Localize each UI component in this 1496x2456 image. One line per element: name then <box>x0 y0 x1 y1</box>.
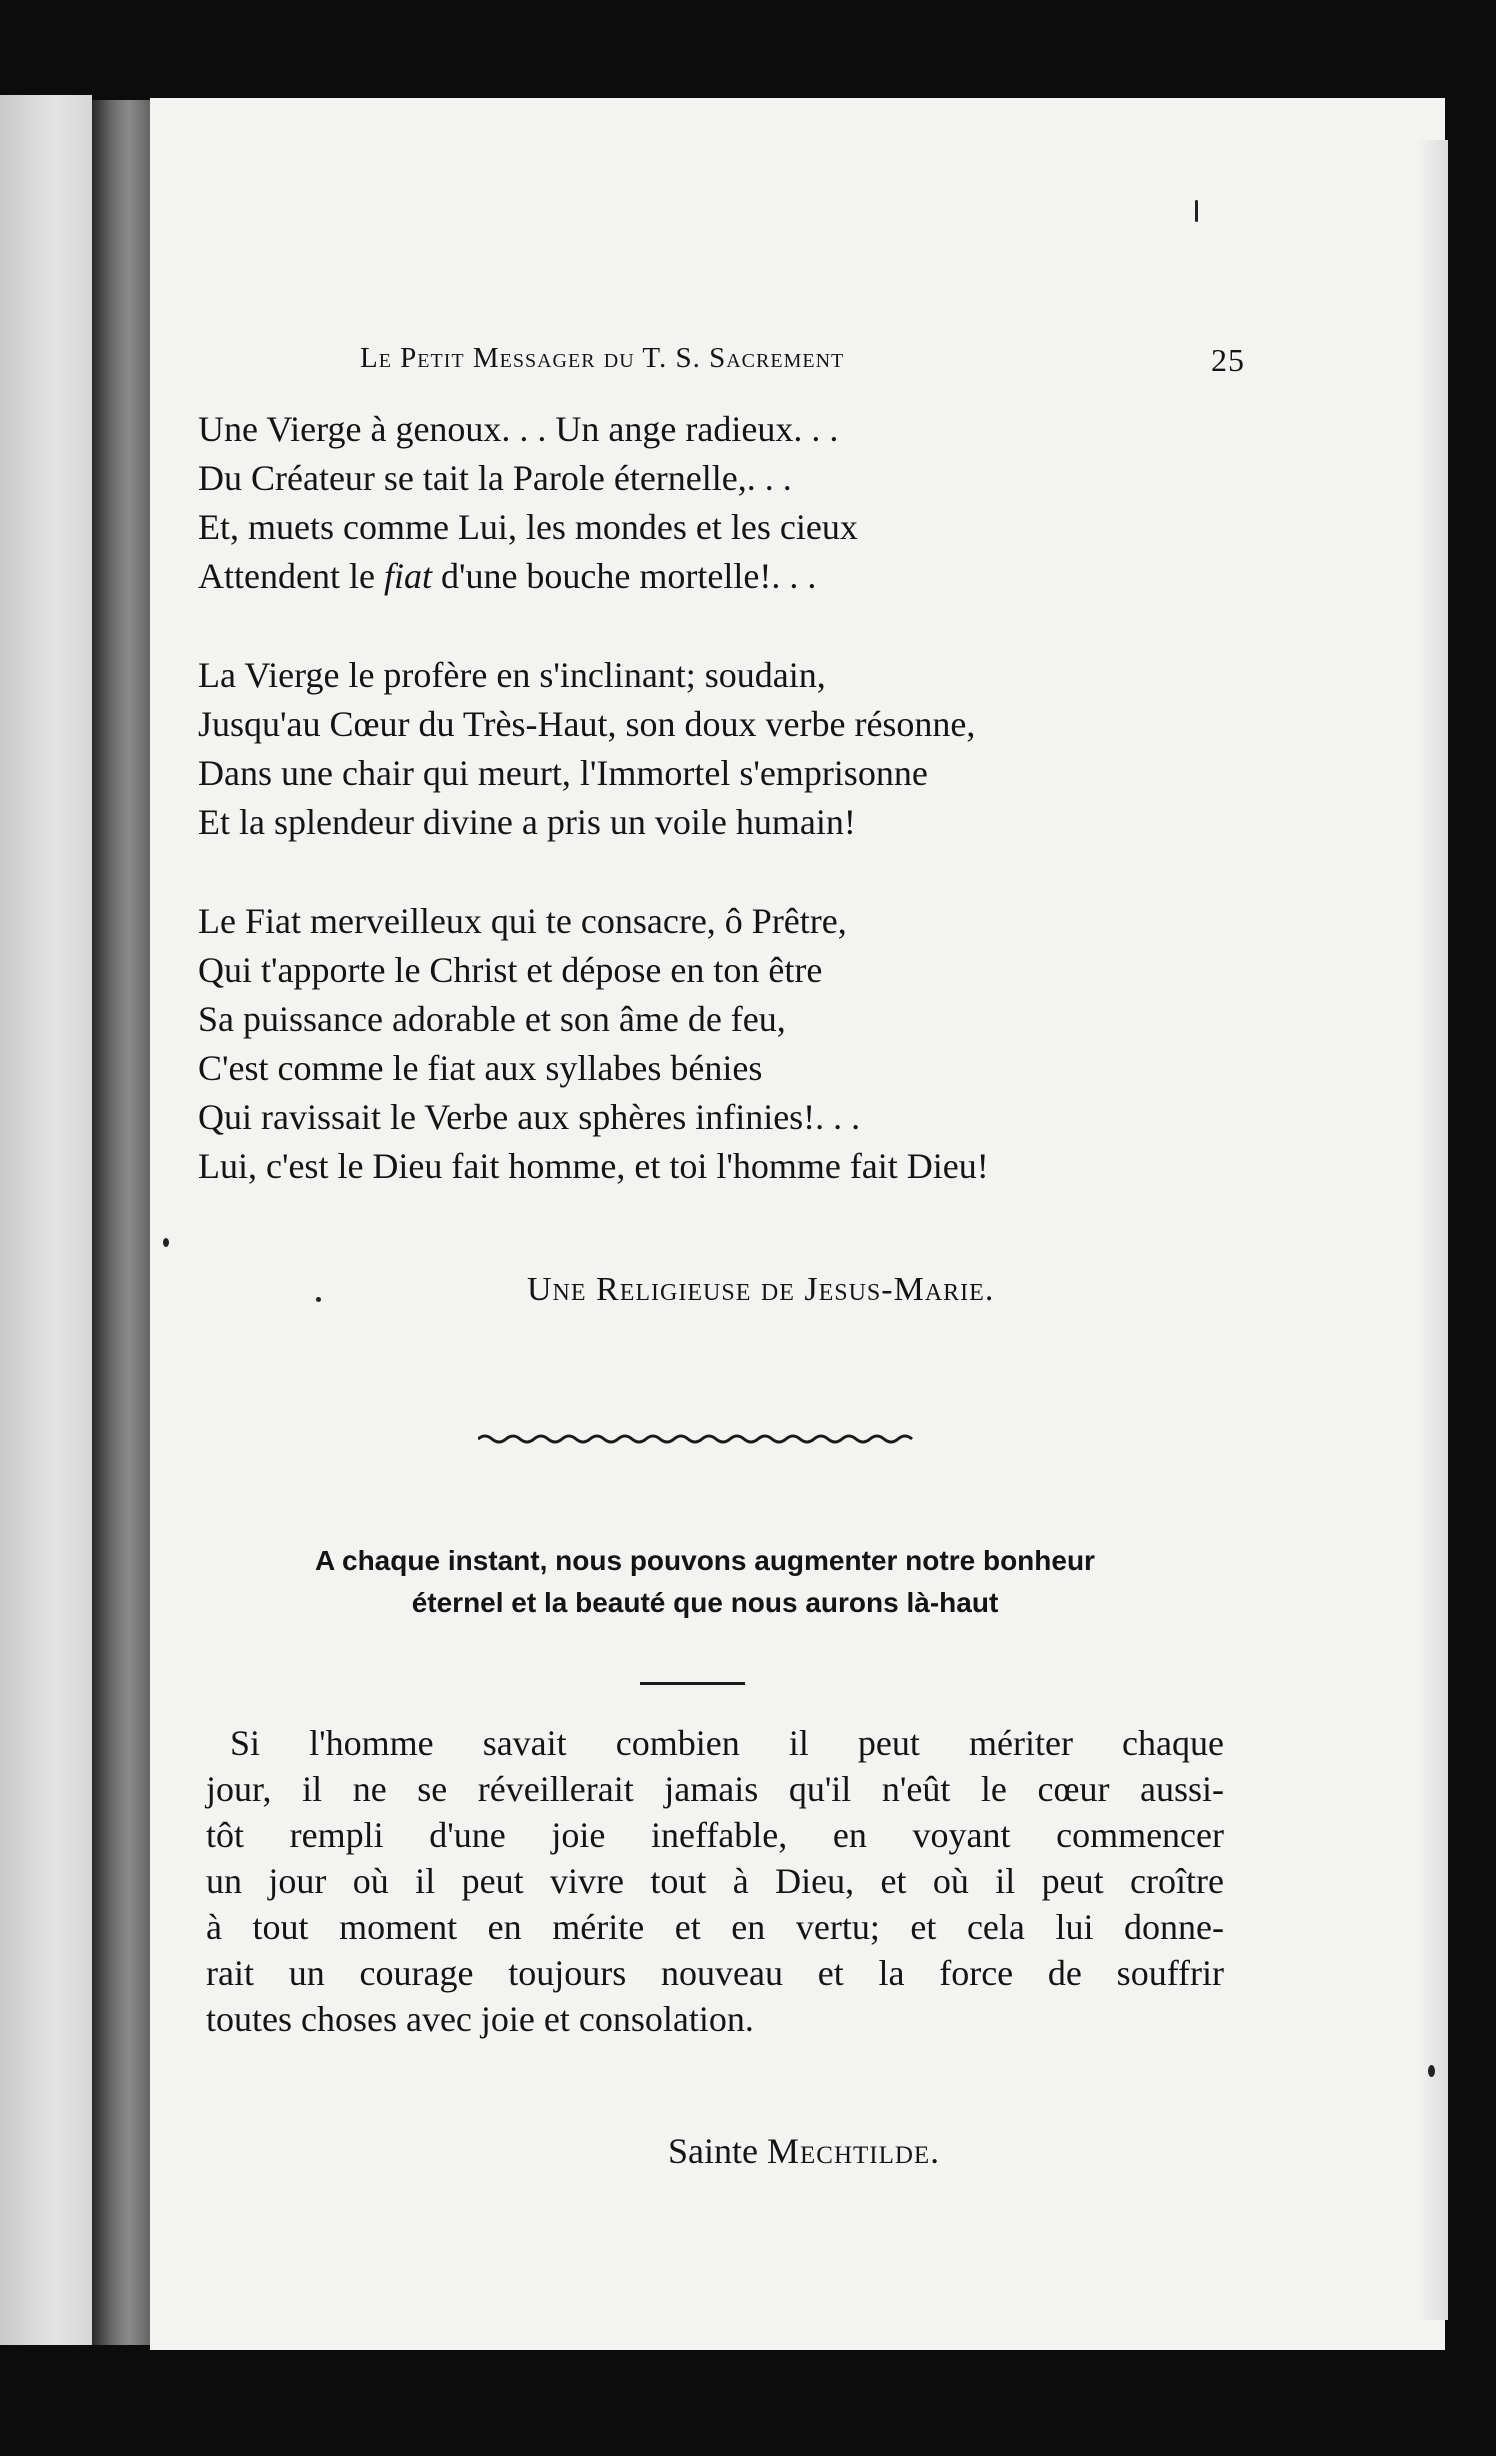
body-line: à tout moment en mérite et en vertu; et cela lui donne- <box>206 1907 1224 1947</box>
book-gutter-shadow <box>92 100 154 2345</box>
stanza-3 <box>198 897 1318 1191</box>
body-line: Si l'homme savait combien il peut mériter chaque <box>230 1723 1224 1763</box>
dust-speck <box>163 1238 169 1247</box>
running-title: Le Petit Messager du T. S. Sacrement <box>360 342 845 374</box>
verse-line: La Vierge le profère en s'inclinant; soudain, <box>198 655 826 695</box>
verse-line: Sa puissance adorable et son âme de feu, <box>198 999 786 1039</box>
verse-line: Lui, c'est le Dieu fait homme, et toi l'homme fait Dieu! <box>198 1146 989 1186</box>
body-line: jour, il ne se réveillerait jamais qu'il n'eût le cœur aussi- <box>206 1769 1224 1809</box>
verse-text: d'une bouche mortelle!. . . <box>431 556 817 596</box>
dust-speck <box>316 1297 321 1302</box>
body-line: un jour où il peut vivre tout à Dieu, et où il peut croître <box>206 1861 1224 1901</box>
verse-line: Qui t'apporte le Christ et dépose en ton être <box>198 950 823 990</box>
verse-line: Dans une chair qui meurt, l'Immortel s'emprisonne <box>198 753 928 793</box>
verse-line <box>198 552 1318 601</box>
body-line: rait un courage toujours nouveau et la force de souffrir <box>206 1953 1224 1993</box>
page-edge-shading <box>1418 140 1448 2320</box>
italic-fiat: fiat <box>383 556 432 596</box>
body-line: tôt rempli d'une joie ineffable, en voyant commencer <box>206 1815 1224 1855</box>
verse-line: Le Fiat merveilleux qui te consacre, ô Prêtre, <box>198 901 847 941</box>
heading-line: A chaque instant, nous pouvons augmenter notre bonheur <box>315 1545 1095 1576</box>
verse-line: Jusqu'au Cœur du Très-Haut, son doux verbe résonne, <box>198 704 976 744</box>
dust-speck <box>1195 200 1198 222</box>
verse-line: Et la splendeur divine a pris un voile humain! <box>198 802 856 842</box>
verse-line: Qui ravissait le Verbe aux sphères infinies!. . . <box>198 1097 861 1137</box>
running-head <box>360 342 1260 382</box>
stanza-1 <box>198 405 1318 601</box>
verse-text: Attendent le <box>198 556 384 596</box>
page-number: 25 <box>1211 342 1245 378</box>
verse-line: Une Vierge à genoux. . . Un ange radieux. . . <box>198 409 839 449</box>
signature-prefix: Sainte <box>668 2131 767 2171</box>
stanza-2 <box>198 651 1318 847</box>
body-line: toutes choses avec joie et consolation. <box>206 1999 754 2039</box>
signature-name: Mechtilde. <box>766 2131 941 2171</box>
signature <box>668 2130 940 2172</box>
wavy-divider-ornament <box>478 1431 916 1447</box>
article-heading <box>180 1540 1230 1624</box>
verse-line: Du Créateur se tait la Parole éternelle,. . . <box>198 458 792 498</box>
facing-page-edge <box>0 95 92 2345</box>
heading-line: éternel et la beauté que nous aurons là-haut <box>411 1587 999 1618</box>
verse-line: Et, muets comme Lui, les mondes et les cieux <box>198 507 858 547</box>
verse-line: C'est comme le fiat aux syllabes bénies <box>198 1048 763 1088</box>
article-body <box>206 1720 1224 2042</box>
short-rule <box>640 1682 745 1685</box>
poem-attribution: Une Religieuse de Jesus-Marie. <box>527 1271 995 1308</box>
poem <box>198 405 1318 1241</box>
dust-speck <box>1428 2065 1435 2077</box>
